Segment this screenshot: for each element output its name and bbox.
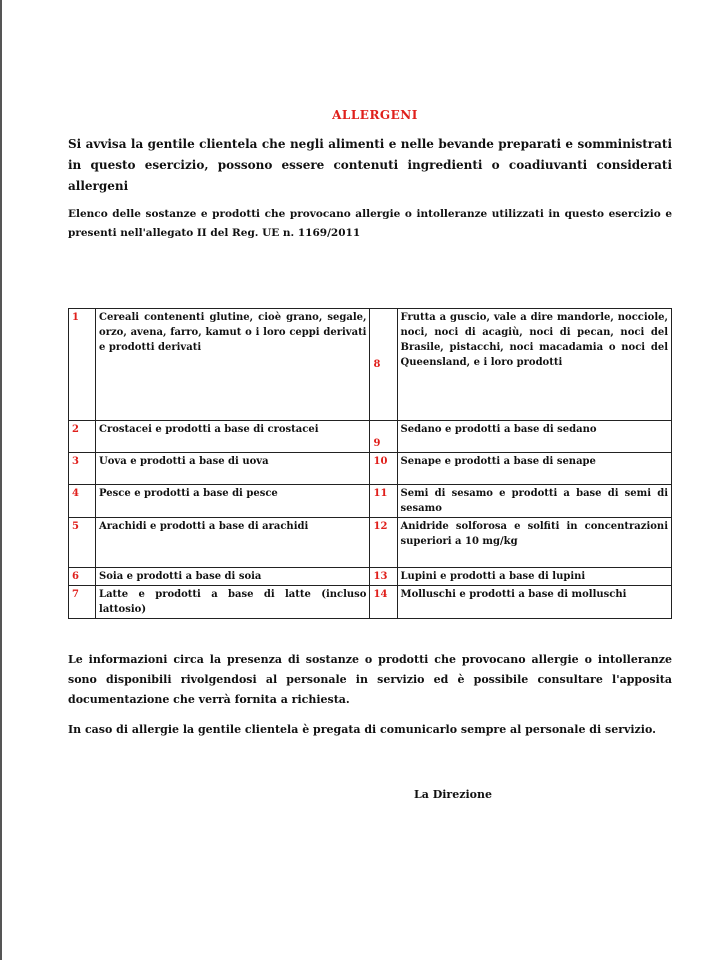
allergen-table: [68, 308, 672, 619]
allergen-number: 12: [370, 518, 397, 568]
allergen-number: 10: [370, 453, 397, 485]
table-row: [69, 421, 672, 453]
allergen-number: 2: [69, 421, 96, 453]
allergen-text: Latte e prodotti a base di latte (incluso lattosio): [96, 586, 370, 619]
document-title: ALLERGENI: [332, 108, 418, 122]
page-edge-line: [0, 0, 2, 960]
table-row: [69, 453, 672, 485]
allergen-text: Anidride solforosa e solfiti in concentrazioni superiori a 10 mg/kg: [397, 518, 671, 568]
allergen-number: 14: [370, 586, 397, 619]
allergen-number: 11: [370, 485, 397, 518]
allergen-number: 3: [69, 453, 96, 485]
list-intro-paragraph: Elenco delle sostanze e prodotti che provocano allergie o intolleranze utilizzati in questo esercizio e presenti nell'allegato II del Reg. UE n. 1169/2011: [68, 208, 672, 239]
table-row: [69, 586, 672, 619]
availability-paragraph: Le informazioni circa la presenza di sostanze o prodotti che provocano allergie o intolleranze sono disponibili rivolgendosi al personale in servizio ed è possibile consultare l'apposita documentazione che verrà fornita a richiesta.: [68, 653, 672, 706]
allergen-text: Molluschi e prodotti a base di molluschi: [397, 586, 671, 619]
table-row: [69, 485, 672, 518]
allergen-text: Crostacei e prodotti a base di crostacei: [96, 421, 370, 453]
allergen-text: Cereali contenenti glutine, cioè grano, segale, orzo, avena, farro, kamut o i loro ceppi derivati e prodotti derivati: [96, 309, 370, 421]
allergen-number: 8: [370, 309, 397, 421]
allergen-text: Arachidi e prodotti a base di arachidi: [96, 518, 370, 568]
allergen-number: 4: [69, 485, 96, 518]
allergen-number: 6: [69, 568, 96, 586]
allergen-text: Frutta a guscio, vale a dire mandorle, nocciole, noci, noci di acagiù, noci di pecan, noci del Brasile, pistacchi, noci macadamia o noci del Queensland, e i loro prodotti: [397, 309, 671, 421]
signature: La Direzione: [414, 788, 492, 801]
table-row: [69, 309, 672, 421]
intro-paragraph: Si avvisa la gentile clientela che negli alimenti e nelle bevande preparati e somministrati in questo esercizio, possono essere contenuti ingredienti o coadiuvanti considerati allergeni: [68, 137, 672, 193]
allergen-text: Pesce e prodotti a base di pesce: [96, 485, 370, 518]
communication-paragraph: In caso di allergie la gentile clientela è pregata di comunicarlo sempre al personale di servizio.: [68, 723, 656, 736]
allergen-text: Uova e prodotti a base di uova: [96, 453, 370, 485]
allergen-number: 13: [370, 568, 397, 586]
allergen-text: Soia e prodotti a base di soia: [96, 568, 370, 586]
allergen-text: Sedano e prodotti a base di sedano: [397, 421, 671, 453]
allergen-number: 9: [370, 421, 397, 453]
allergen-text: Semi di sesamo e prodotti a base di semi di sesamo: [397, 485, 671, 518]
allergen-number: 7: [69, 586, 96, 619]
allergen-text: Lupini e prodotti a base di lupini: [397, 568, 671, 586]
allergen-text: Senape e prodotti a base di senape: [397, 453, 671, 485]
allergen-notice-document: [68, 108, 672, 801]
closing-section: [68, 650, 672, 750]
allergen-number: 5: [69, 518, 96, 568]
table-row: [69, 518, 672, 568]
allergen-number: 1: [69, 309, 96, 421]
table-row: [69, 568, 672, 586]
